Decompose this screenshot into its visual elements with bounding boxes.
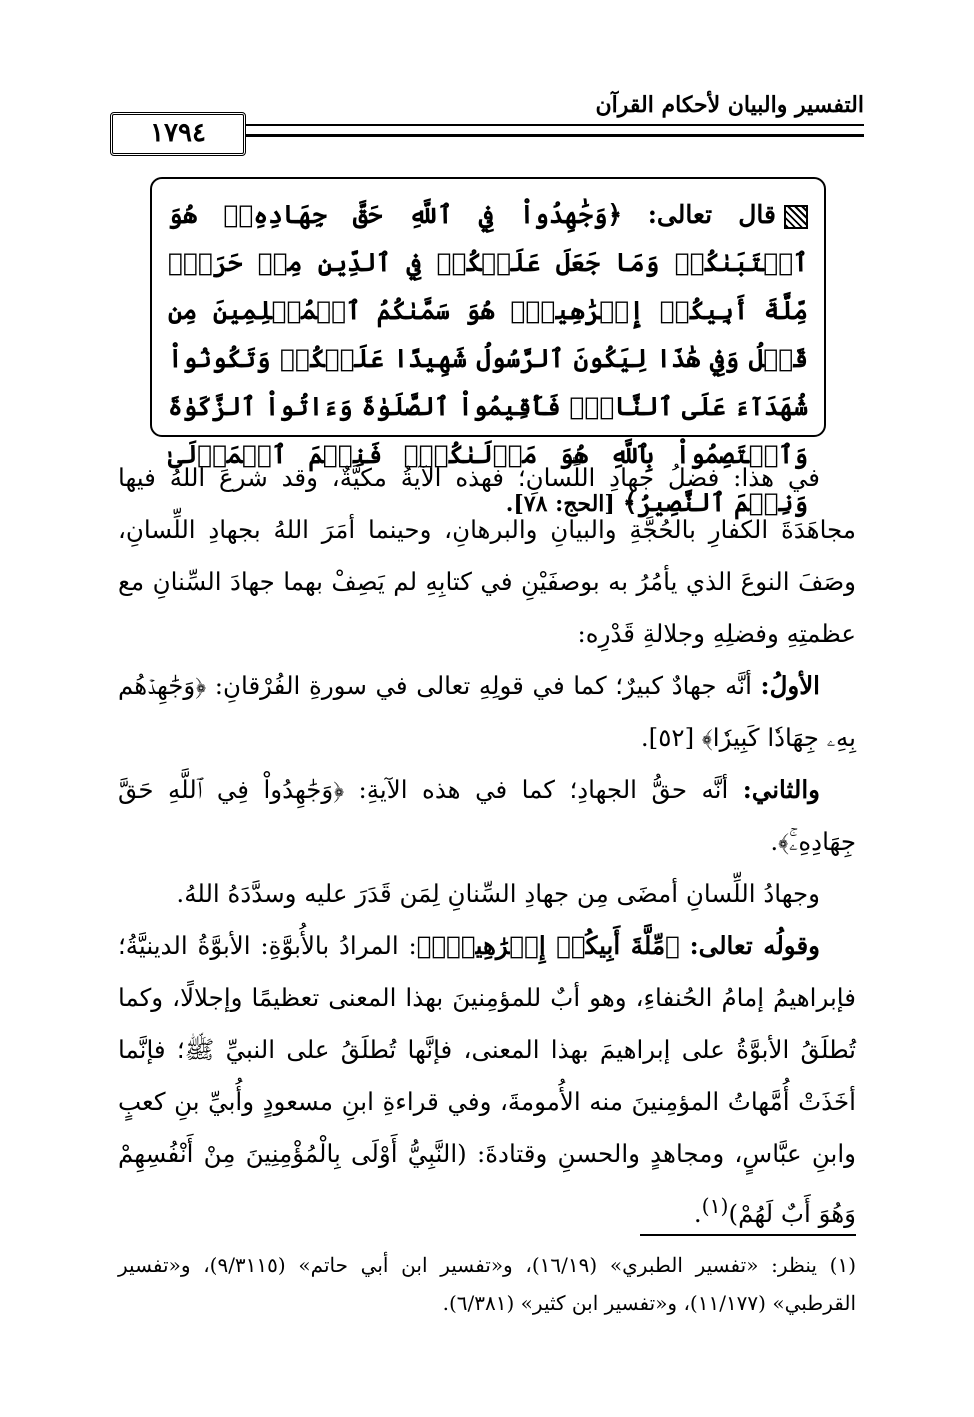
p5-verse: ﴿مِّلَّةَ أَبِيكُمۡ إِبۡرَٰهِيمَۚ﴾ — [416, 931, 680, 960]
p5-end: . — [693, 1199, 702, 1229]
book-title: التفسير والبيان لأحكام القرآن — [595, 92, 864, 118]
commentary — [118, 452, 856, 1240]
paragraph — [118, 660, 856, 764]
p5-text: : المرادُ بالأُبوَّةِ: الأبوَّةُ الدينيَّةُ؛ فإبراهيمُ إمامُ الحُنفاءِ، وهو أبٌ للمؤمِنينَ بهذا المعنى تعظيمًا وإجلالًا، وكما تُطلَقُ الأبوَّةُ على إبراهيمَ بهذا المعنى، فإنَّها تُطلَقُ على النبيِّ ﷺ؛ فإنَّما أخَذَتْ أُمَّهاتُ المؤمِنينَ منه الأُمومةَ، وفي قراءةِ ابنِ مسعودٍ وأُبيِّ بنِ كعبٍ وابنِ عبَّاسٍ، ومجاهدٍ والحسنِ وقتادةَ: (النَّبِيُّ أَوْلَى بِالْمُؤْمِنِينَ مِنْ أَنْفُسِهِمْ وَهُوَ أَبٌ لَهُمْ) — [118, 931, 856, 1229]
header-rule — [245, 124, 864, 126]
quran-verse-box — [150, 177, 826, 517]
paragraph — [118, 920, 856, 1240]
paragraph: في هذا: فضلُ جهادِ اللِّسانِ؛ فهذه الآيةُ مكيَّةٌ، وقد شرعَ اللهُ فيها مجاهَدَةَ الكفارِ بالحُجَّةِ والبيانِ والبرهانِ، وحينما أمَرَ اللهُ بجهادِ اللِّسانِ، وصَفَ النوعَ الذي يأمُرُ به بوصفَيْنِ في كتابِهِ لم يَصِفْ بهما جهادَ السِّنانِ مع عظمتِهِ وفضلِهِ وجلالةِ قَدْرِه: — [118, 463, 856, 648]
header-rule-thick — [245, 134, 864, 137]
footnote-divider — [640, 1234, 856, 1236]
first-label: الأولُ: — [760, 671, 820, 700]
paragraph — [118, 764, 856, 868]
page-number: ١٧٩٤ — [110, 112, 246, 156]
footnote: (١) ينظر: «تفسير الطبري» (١٦/١٩)، و«تفسير ابن أبي حاتم» (٩/٣١١٥)، و«تفسير القرطبي» (١١/١٧٧)، و«تفسير ابن كثير» (٦/٣٨١). — [118, 1253, 856, 1315]
ornament-icon — [784, 205, 808, 229]
first-text: أنَّه جهادٌ كبيرٌ؛ كما في قولِهِ تعالى في سورةِ الفُرْقانِ: ﴿وَجَٰهِدۡهُم بِهِۦ جِهَادٗا كَبِيرٗا﴾ [٥٢]. — [118, 671, 856, 752]
verse-lead: قال تعالى: — [647, 200, 776, 229]
second-label: والثاني: — [742, 775, 820, 804]
verse-reference: [الحج: ٧٨]. — [505, 491, 615, 517]
p5-label: وقولُه تعالى: — [689, 931, 821, 960]
page-header — [110, 92, 864, 162]
footnote-marker: (١) — [701, 1194, 729, 1218]
verse-text: ﴿وَجَٰهِدُواْ فِي ٱللَّهِ حَقَّ جِهَادِهِۦۚ هُوَ ٱجۡتَبَىٰكُمۡ وَمَا جَعَلَ عَلَيۡكُمۡ فِي ٱلدِّينِ مِنۡ حَرَجٖۚ مِّلَّةَ أَبِيكُمۡ إِبۡرَٰهِيمَۚ هُوَ سَمَّىٰكُمُ ٱلۡمُسۡلِمِينَ مِن قَبۡلُ وَفِي هَٰذَا لِيَكُونَ ٱلرَّسُولُ شَهِيدًا عَلَيۡكُمۡ وَتَكُونُواْ شُهَدَآءَ عَلَى ٱلنَّاسِۚ فَأَقِيمُواْ ٱلصَّلَوٰةَ وَءَاتُواْ ٱلزَّكَوٰةَ وَٱعۡتَصِمُواْ بِٱللَّهِ هُوَ مَوۡلَىٰكُمۡۖ فَنِعۡمَ ٱلۡمَوۡلَىٰ وَنِعۡمَ ٱلنَّصِيرُ﴾ — [168, 200, 808, 517]
paragraph: وجهادُ اللِّسانِ أمضَى مِن جهادِ السِّنانِ لِمَن قَدَرَ عليه وسدَّدَهُ اللهُ. — [176, 879, 820, 908]
second-text: أنَّه حقُّ الجهادِ؛ كما في هذه الآيةِ: ﴿وَجَٰهِدُواْ فِي ٱللَّهِ حَقَّ جِهَادِهِۦۚ﴾. — [118, 775, 856, 856]
